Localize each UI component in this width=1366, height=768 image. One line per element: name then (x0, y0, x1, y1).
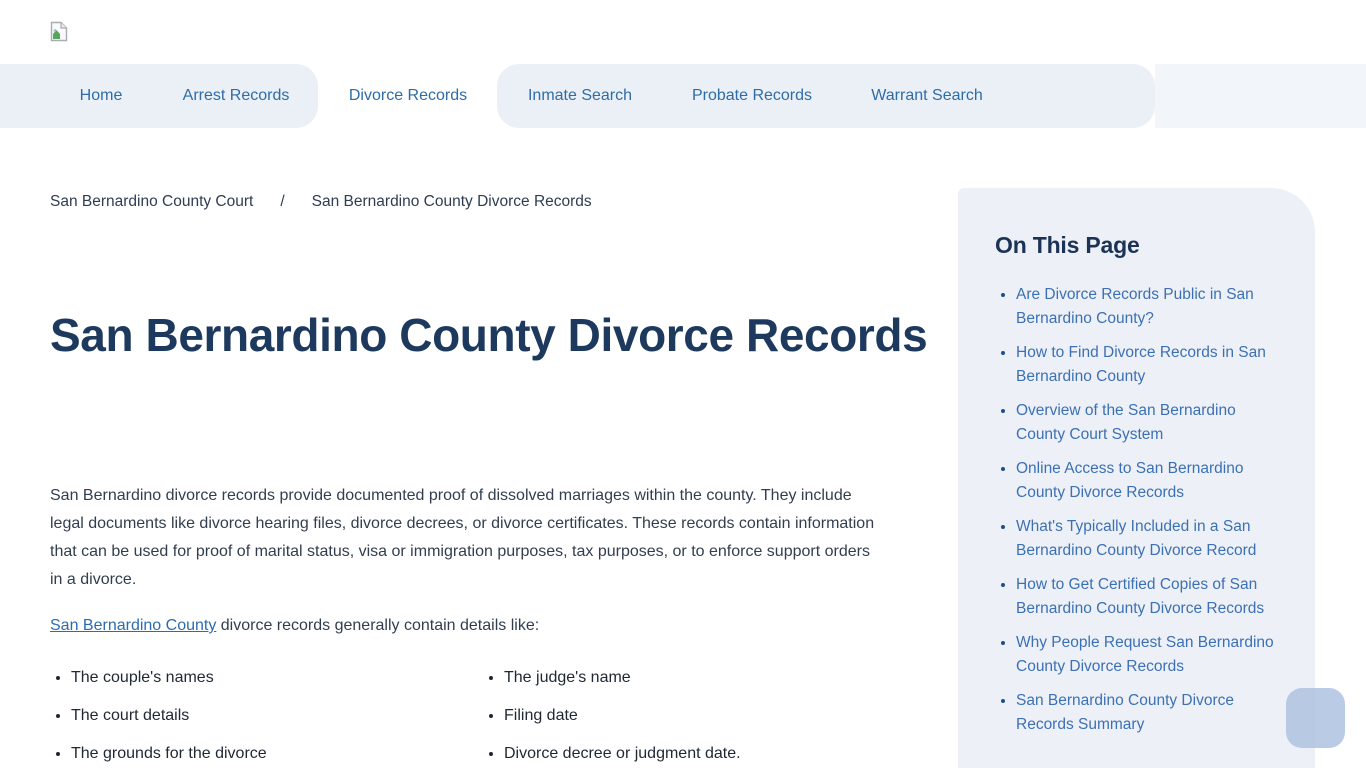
toc-list (1016, 283, 1285, 737)
list-item: • The court details (71, 706, 483, 726)
list-item: • The couple's names (71, 668, 483, 688)
toc-item (1016, 573, 1285, 621)
breadcrumb-court[interactable]: San Bernardino County Court (50, 193, 254, 210)
nav-item-warrant-search[interactable]: Warrant Search (871, 87, 983, 104)
list-item: • The judge's name (504, 668, 883, 688)
toc-item (1016, 457, 1285, 505)
intro-paragraph: San Bernardino divorce records provide documented proof of dissolved marriages within the county. They include legal documents like divorce hearing files, divorce decrees, or divorce certificates. These records contain information that can be used for proof of marital status, visa or immigration purposes, tax purposes, or to enforce support orders in a divorce. (50, 487, 875, 588)
toc-link-why-request[interactable]: Why People Request San Bernardino County Divorce Records (1016, 634, 1274, 675)
toc-link-overview[interactable]: Overview of the San Bernardino County Court System (1016, 402, 1236, 443)
toc-item (1016, 283, 1285, 331)
toc-item (1016, 341, 1285, 389)
on-this-page-panel (958, 188, 1315, 768)
on-this-page-title: On This Page (995, 232, 1140, 258)
details-lead-text: divorce records generally contain details like: (216, 617, 540, 634)
nav-item-inmate-search[interactable]: Inmate Search (527, 87, 633, 104)
toc-link-online-access[interactable]: Online Access to San Bernardino County Divorce Records (1016, 460, 1244, 501)
list-item: • Filing date (504, 706, 883, 726)
nav-item-arrest-records[interactable]: Arrest Records (182, 87, 290, 104)
breadcrumb (50, 193, 592, 211)
toc-item (1016, 399, 1285, 447)
broken-image-icon (50, 21, 68, 42)
toc-link-certified-copies[interactable]: How to Get Certified Copies of San Bernardino County Divorce Records (1016, 576, 1265, 617)
details-lists (50, 668, 930, 768)
list-item: • Divorce decree or judgment date. (504, 744, 883, 764)
nav-item-divorce-records[interactable]: Divorce Records (348, 87, 468, 104)
nav-item-probate-records[interactable]: Probate Records (691, 87, 813, 104)
toc-item (1016, 515, 1285, 563)
toc-link-how-to-find[interactable]: How to Find Divorce Records in San Bernardino County (1016, 344, 1266, 385)
breadcrumb-separator: / (280, 193, 285, 210)
nav-item-home[interactable]: Home (79, 87, 123, 104)
floating-action-button[interactable] (1286, 688, 1345, 748)
toc-item (1016, 631, 1285, 679)
nav-strip-tail-bg (1155, 64, 1366, 128)
toc-link-summary[interactable]: San Bernardino County Divorce Records Summary (1016, 692, 1234, 733)
main-nav (0, 64, 1366, 128)
page-title: San Bernardino County Divorce Records (50, 309, 928, 361)
details-lead (50, 617, 910, 635)
toc-link-public[interactable]: Are Divorce Records Public in San Bernardino County? (1016, 286, 1254, 327)
details-list-right (483, 668, 883, 768)
list-item: • The grounds for the divorce (71, 744, 483, 764)
county-link[interactable]: San Bernardino County (50, 617, 217, 634)
details-list-left (50, 668, 483, 768)
breadcrumb-divorce-records[interactable]: San Bernardino County Divorce Records (311, 193, 592, 210)
site-header (0, 0, 1366, 64)
toc-link-whats-included[interactable]: What's Typically Included in a San Bernardino County Divorce Record (1016, 518, 1257, 559)
toc-item (1016, 689, 1285, 737)
